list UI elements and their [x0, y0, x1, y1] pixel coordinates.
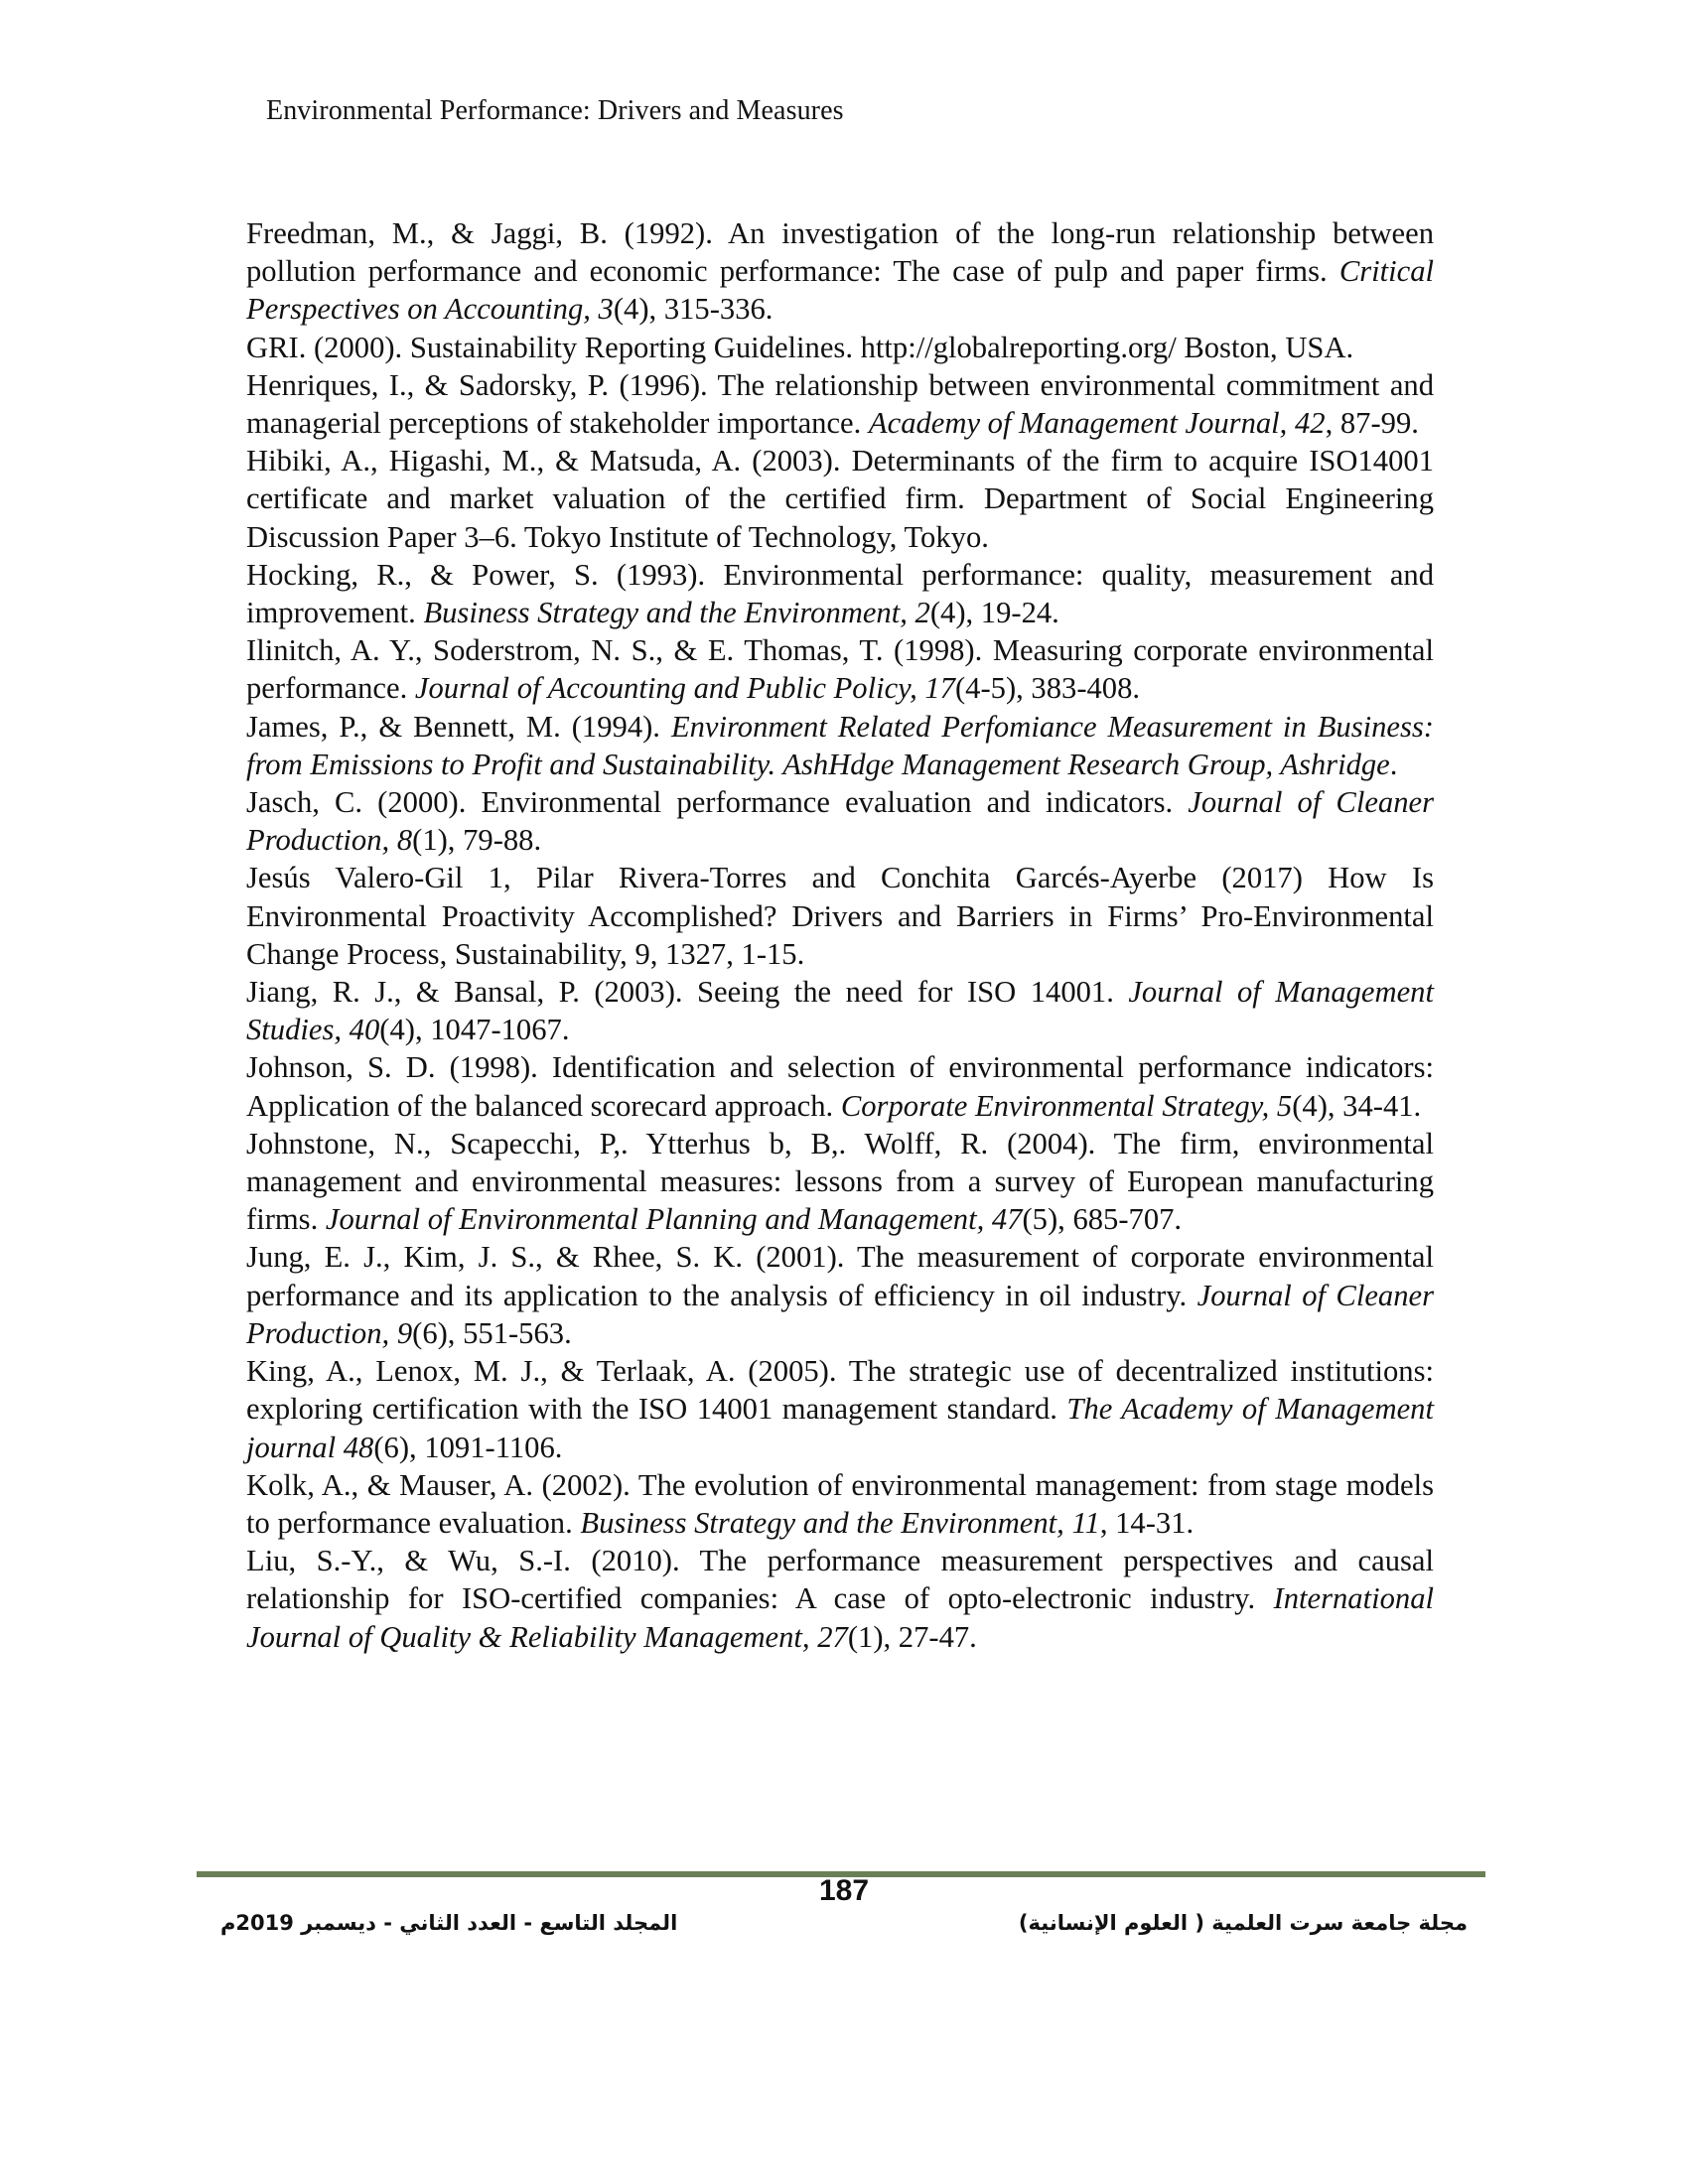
journal-name: مجلة جامعة سرت العلمية ( العلوم الإنسانية): [1018, 1911, 1468, 1935]
reference-list: [246, 214, 1434, 1656]
reference-entry: Henriques, I., & Sadorsky, P. (1996). The relationship between environmental commitment and managerial perceptions of stakeholder importance. Academy of Management Journal, 42, 87-99.: [246, 367, 1434, 441]
reference-entry: Ilinitch, A. Y., Soderstrom, N. S., & E. Thomas, T. (1998). Measuring corporate environmental performance. Journal of Accounting and Public Policy, 17(4-5), 383-408.: [246, 633, 1434, 706]
reference-entry: King, A., Lenox, M. J., & Terlaak, A. (2005). The strategic use of decentralized institutions: exploring certification with the ISO 14001 management standard. The Academy of Management journal 48(6), 1091-1106.: [246, 1354, 1434, 1464]
reference-entry: Liu, S.-Y., & Wu, S.-I. (2010). The performance measurement perspectives and causal relationship for ISO-certified companies: A case of opto-electronic industry. International Journal of Quality & Reliability Management, 27(1), 27-47.: [246, 1544, 1434, 1654]
reference-entry: Jiang, R. J., & Bansal, P. (2003). Seeing the need for ISO 14001. Journal of Management Studies, 40(4), 1047-1067.: [246, 975, 1434, 1047]
reference-entry: Hocking, R., & Power, S. (1993). Environmental performance: quality, measurement and improvement. Business Strategy and the Environment, 2(4), 19-24.: [246, 557, 1434, 630]
issue-info: المجلد التاسع - العدد الثاني - ديسمبر 2019م: [220, 1911, 678, 1935]
reference-entry: Jung, E. J., Kim, J. S., & Rhee, S. K. (2001). The measurement of corporate environmental performance and its application to the analysis of efficiency in oil industry. Journal of Cleaner Production, 9(6), 551-563.: [246, 1240, 1434, 1350]
reference-entry: Jasch, C. (2000). Environmental performance evaluation and indicators. Journal of Cleaner Production, 8(1), 79-88.: [246, 785, 1434, 858]
reference-entry: Kolk, A., & Mauser, A. (2002). The evolution of environmental management: from stage models to performance evaluation. Business Strategy and the Environment, 11, 14-31.: [246, 1467, 1434, 1540]
reference-entry: Johnson, S. D. (1998). Identification and selection of environmental performance indicators: Application of the balanced scorecard approach. Corporate Environmental Strategy, 5(4), 34-41.: [246, 1050, 1434, 1123]
reference-entry: Jesús Valero-Gil 1, Pilar Rivera-Torres and Conchita Garcés-Ayerbe (2017) How Is Environmental Proactivity Accomplished? Drivers and Barriers in Firms’ Pro-Environmental Change Process, Sustainability, 9, 1327, 1-15.: [246, 861, 1434, 971]
reference-entry: GRI. (2000). Sustainability Reporting Guidelines. http://globalreporting.org/ Boston, USA.: [246, 330, 1354, 364]
reference-entry: Johnstone, N., Scapecchi, P,. Ytterhus b, B,. Wolff, R. (2004). The firm, environmental management and environmental measures: lessons from a survey of European manufacturing firms. Journal of Environmental Planning and Management, 47(5), 685-707.: [246, 1126, 1434, 1237]
running-title: Environmental Performance: Drivers and Measures: [266, 95, 844, 126]
reference-entry: Hibiki, A., Higashi, M., & Matsuda, A. (2003). Determinants of the firm to acquire ISO14001 certificate and market valuation of the certified firm. Department of Social Engineering Discussion Paper 3–6. Tokyo Institute of Technology, Tokyo.: [246, 444, 1434, 554]
page-number: 187: [818, 1874, 870, 1907]
reference-entry: James, P., & Bennett, M. (1994). Environment Related Perfomiance Measurement in Business: from Emissions to Profit and Sustainability. AshHdge Management Research Group, Ashridge.: [246, 709, 1434, 781]
reference-entry: Freedman, M., & Jaggi, B. (1992). An investigation of the long-run relationship between pollution performance and economic performance: The case of pulp and paper firms. Critical Perspectives on Accounting, 3(4), 315-336.: [246, 216, 1434, 327]
